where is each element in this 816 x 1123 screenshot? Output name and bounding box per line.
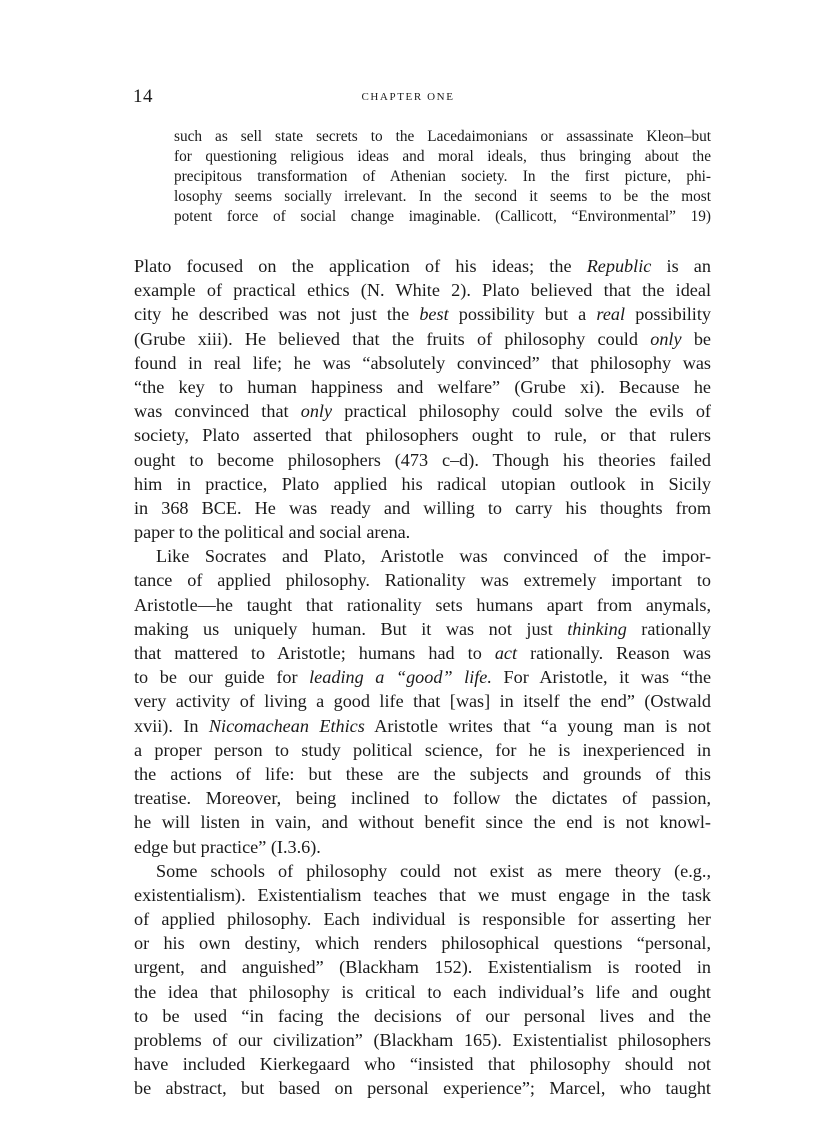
quote-line: such as sell state secrets to the Lacedaimonians or assassinate Kleon–but [174, 128, 711, 145]
paragraph-line: he will listen in vain, and without benefit since the end is not knowl- [134, 812, 711, 833]
page-number: 14 [133, 86, 153, 107]
paragraph-line: edge but practice” (I.3.6). [134, 836, 321, 857]
paragraph-line: a proper person to study political science, for he is inexperienced in [134, 739, 711, 760]
paragraph-line: to be used “in facing the decisions of our personal lives and the [134, 1005, 711, 1026]
paragraph-line: in 368 BCE. He was ready and willing to carry his thoughts from [134, 497, 711, 518]
paragraph-line: tance of applied philosophy. Rationality was extremely important to [134, 570, 711, 591]
paragraph-line: xvii). In Nicomachean Ethics Aristotle writes that “a young man is not [134, 715, 711, 736]
paragraph-line: Aristotle—he taught that rationality sets humans apart from anymals, [134, 594, 711, 615]
paragraph-line: that mattered to Aristotle; humans had to act rationally. Reason was [134, 643, 711, 663]
paragraph-line: (Grube xiii). He believed that the fruits of philosophy could only be [134, 328, 711, 349]
paragraph-line: Some schools of philosophy could not exist as mere theory (e.g., [156, 860, 711, 881]
paragraph-line: him in practice, Plato applied his radical utopian outlook in Sicily [134, 473, 711, 494]
paragraph-line: have included Kierkegaard who “insisted that philosophy should not [134, 1054, 711, 1075]
paragraph-line: urgent, and anguished” (Blackham 152). Existentialism is rooted in [134, 957, 711, 978]
paragraph-line: example of practical ethics (N. White 2). Plato believed that the ideal [134, 280, 711, 301]
paragraph-line: city he described was not just the best possibility but a real possibility [134, 304, 712, 325]
paragraph-line: the idea that philosophy is critical to each individual’s life and ought [134, 981, 711, 1002]
paragraph-line: problems of our civilization” (Blackham 165). Existentialist philosophers [134, 1030, 711, 1050]
paragraph-line: making us uniquely human. But it was not just thinking rationally [134, 618, 711, 639]
quote-line: for questioning religious ideas and moral ideals, thus bringing about the [174, 148, 711, 165]
quote-line: potent force of social change imaginable. (Callicott, “Environmental” 19) [174, 208, 711, 225]
paragraph-line: paper to the political and social arena. [134, 522, 411, 543]
paragraph-line: Like Socrates and Plato, Aristotle was convinced of the impor- [156, 546, 711, 567]
paragraph-line: of applied philosophy. Each individual is responsible for asserting her [134, 909, 711, 930]
paragraph-line: was convinced that only practical philosophy could solve the evils of [134, 401, 711, 422]
quote-line: precipitous transformation of Athenian society. In the first picture, phi- [174, 168, 711, 185]
paragraph-line: the actions of life: but these are the subjects and grounds of this [134, 763, 711, 784]
running-head: CHAPTER ONE [361, 91, 455, 103]
block-quote [174, 127, 711, 227]
paragraph-line: or his own destiny, which renders philosophical questions “personal, [134, 933, 711, 954]
paragraph-line: very activity of living a good life that [was] in itself the end” (Ostwald [134, 691, 711, 712]
paragraph-line: society, Plato asserted that philosophers ought to rule, or that rulers [134, 425, 711, 446]
paragraph-line: “the key to human happiness and welfare” (Grube xi). Because he [134, 376, 711, 397]
body-text [134, 254, 711, 1101]
paragraph-line: be abstract, but based on personal experience”; Marcel, who taught [134, 1078, 711, 1099]
paragraph-line: ought to become philosophers (473 c–d). Though his theories failed [134, 449, 711, 470]
paragraph-line: found in real life; he was “absolutely convinced” that philosophy was [134, 352, 711, 373]
paragraph-line: to be our guide for leading a “good” life. For Aristotle, it was “the [134, 667, 712, 688]
paragraph-line: existentialism). Existentialism teaches that we must engage in the task [134, 884, 711, 905]
paragraph-line: treatise. Moreover, being inclined to follow the dictates of passion, [134, 788, 711, 809]
quote-line: losophy seems socially irrelevant. In the second it seems to be the most [174, 188, 711, 205]
paragraph-line: Plato focused on the application of his ideas; the Republic is an [134, 256, 711, 276]
